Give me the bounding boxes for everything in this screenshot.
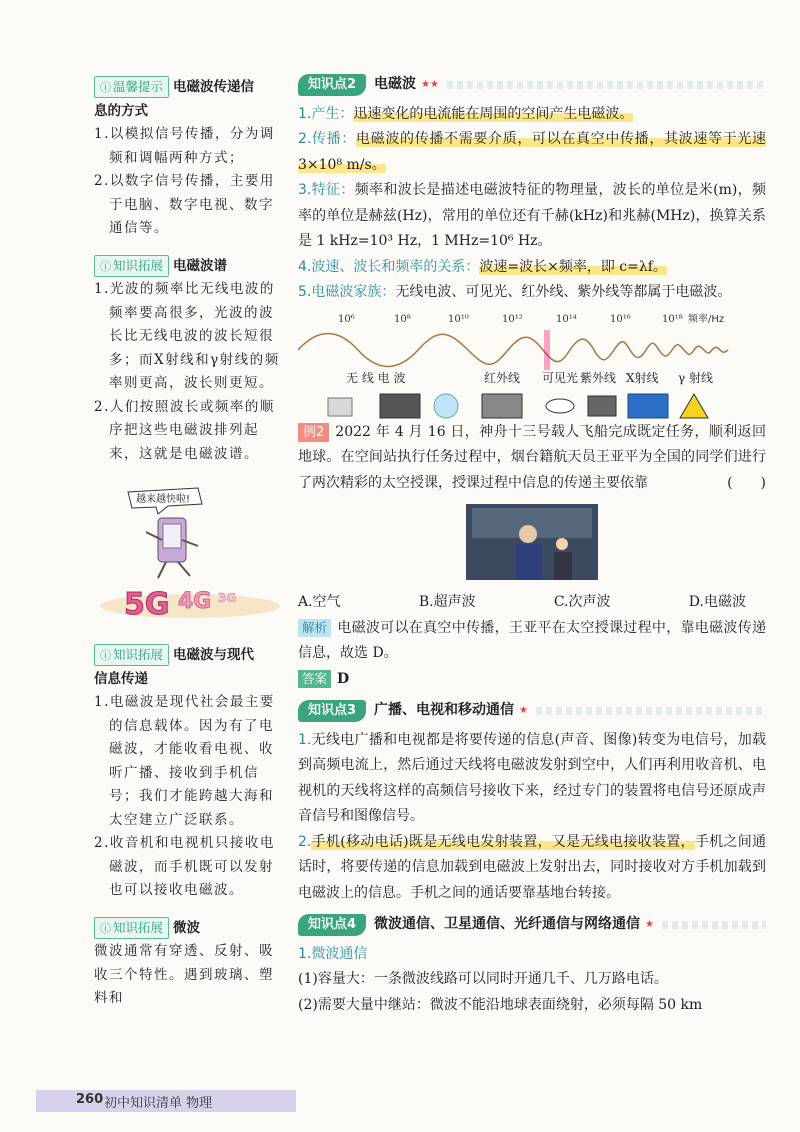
point-num: 1. — [298, 731, 312, 748]
tip-list — [94, 123, 286, 241]
sidebar — [94, 76, 286, 1025]
eye-icon — [546, 399, 574, 413]
uv-detector-icon — [588, 396, 616, 416]
tick-label: 10¹⁶ — [610, 313, 631, 325]
point-text: 迅速变化的电流能在周围的空间产生电磁波。 — [353, 105, 634, 122]
tick-label: 10¹⁰ — [448, 313, 469, 325]
option-b: B.超声波 — [418, 594, 476, 610]
answer-value: D — [337, 670, 350, 687]
axis-unit: 频率/Hz — [688, 313, 725, 325]
point-highlight: 手机(移动电话)既是无线电发射装置，又是无线电接收装置， — [311, 833, 695, 850]
ext-comm-box — [94, 644, 286, 903]
tick-label: 10⁶ — [338, 313, 355, 325]
analysis-tag: 解析 — [298, 619, 331, 637]
importance-stars-icon: ★ — [519, 705, 529, 716]
bubble-text: 越来越快啦! — [136, 494, 191, 505]
point-num: 4.波速、波长和频率的关系： — [298, 258, 480, 275]
answer-paren: ( ) — [727, 474, 766, 491]
tick-label: 10⁸ — [394, 313, 411, 325]
tip-title-b: 息的方式 — [94, 102, 148, 119]
ext-tag-label: 知识拓展 — [113, 257, 164, 273]
band-label: X射线 — [626, 370, 659, 385]
point-text: 频率和波长是描述电磁波特征的物理量，波长的单位是米(m)，频率的单位是赫兹(Hz)，常用的单位还有千赫(kHz)和兆赫(MHz)，换算关系是 1 kHz=10³ Hz，1 MHz=10⁶ Hz。 — [298, 182, 767, 249]
kp3-title: 广播、电视和移动通信 — [374, 702, 515, 718]
em-spectrum-diagram — [298, 310, 766, 420]
device-icons — [328, 394, 708, 418]
kp3-point-1 — [298, 728, 766, 830]
kp2-tag: 知识点2 — [298, 74, 366, 96]
answer — [298, 667, 766, 693]
band-label: 可见光 — [542, 370, 579, 385]
kp2-point-4 — [298, 255, 766, 281]
kp3-tag: 知识点3 — [298, 700, 366, 722]
kp4-line-1: (1)容量大：一条微波线路可以同时开通几千、几万路电话。 — [298, 971, 668, 987]
kp2-point-2 — [298, 127, 766, 178]
ext-text: 微波通常有穿透、反射、吸收三个特性。遇到玻璃、塑料和 — [94, 943, 274, 1006]
ext-title: 微波 — [173, 919, 201, 936]
list-item: 1.电磁波是现代社会最主要的信息载体。因为有了电磁波，才能收看电视、收听广播、接收到手机信号；我们才能跨越大海和太空建立广泛联系。 — [94, 694, 275, 828]
wave-line — [298, 333, 728, 366]
info-icon: ⓘ — [100, 921, 111, 935]
3g-logo: 3G — [218, 591, 237, 605]
answer-tag: 答案 — [298, 670, 331, 688]
band-label: 红外线 — [484, 370, 521, 385]
list-item: 2.收音机和电视机只接收电磁波，而手机既可以发射也可以接收电磁波。 — [94, 835, 275, 898]
list-item: 2.人们按照波长或频率的顺序把这些电磁波排列起来，这就是电磁波谱。 — [94, 398, 275, 462]
kp3-point-2 — [298, 830, 766, 907]
importance-stars-icon: ★ — [645, 919, 655, 930]
ext-title-b: 信息传递 — [94, 670, 148, 687]
tip-tag-label: 温馨提示 — [113, 79, 164, 94]
ext-spectrum-box — [94, 255, 286, 467]
kp2-header — [298, 72, 766, 98]
ext-title-a: 电磁波与现代 — [173, 647, 255, 663]
kp2-point-5 — [298, 280, 766, 306]
ext-tag — [94, 255, 169, 277]
radio-icon — [328, 398, 352, 416]
kp4-subhead: 1.微波通信 — [298, 945, 368, 962]
ext-tag-label: 知识拓展 — [113, 919, 164, 935]
kp3-header — [298, 698, 766, 724]
divider — [662, 921, 766, 929]
point-num: 5.电磁波家族： — [298, 284, 396, 300]
xray-image-icon — [628, 394, 668, 418]
list-item: 1.以模拟信号传播，分为调频和调幅两种方式； — [94, 126, 275, 166]
band-label: 无 线 电 波 — [346, 370, 406, 385]
importance-stars-icon: ★★ — [421, 79, 439, 90]
visible-light-band — [544, 330, 550, 370]
option-c: C.次声波 — [553, 594, 611, 610]
book-title: 初中知识清单 物理 — [104, 1096, 213, 1111]
info-icon: ⓘ — [100, 259, 111, 273]
radiation-hazard-icon — [680, 394, 708, 418]
option-a: A.空气 — [298, 594, 341, 610]
point-text: 无线电广播和电视都是将要传递的信息(声音、图像)转变为电信号，加载到高频电流上，然后通过天线将电磁波发射到空中，人们再利用收音机、电视机的天线将这样的高频信号接收下来，经过专门的装置将电信号还原成声音信号和图像信号。 — [298, 731, 766, 824]
tip-box — [94, 76, 286, 241]
divider — [447, 81, 766, 89]
point-text: 手机之间通话时，将要传递的信息加载到电磁波上发射出去，同时接收对方手机加载到电磁波上的信息。手机之间的通话要靠基地台转接。 — [298, 833, 766, 901]
em-spectrum-svg — [298, 310, 766, 420]
analysis-text: 电磁波可以在真空中传播，王亚平在太空授课过程中，靠电磁波传递信息，故选 D。 — [298, 619, 766, 661]
kp4-header — [298, 912, 766, 938]
info-icon: ⓘ — [100, 81, 111, 94]
ext-tag — [94, 644, 169, 666]
point-num: 2.传播： — [298, 131, 357, 147]
point-text: 无线电波、可见光、红外线、紫外线等都属于电磁波。 — [395, 284, 732, 300]
info-icon: ⓘ — [100, 649, 111, 662]
example-tag: 例2 — [298, 423, 329, 442]
main-column — [298, 66, 766, 1018]
page-footer — [36, 1090, 296, 1112]
point-text: 电磁波的传播不需要介质，可以在真空中传播，其波速等于光速 3×10⁸ m/s。 — [298, 131, 767, 173]
list-item: 1.光波的频率比无线电波的频率要高很多，光波的波长比无线电波的波长短很多；而X射线和γ射线的频率则更高，波长则更短。 — [94, 281, 280, 391]
band-label: 紫外线 — [580, 370, 617, 385]
kp2-title: 电磁波 — [374, 76, 417, 92]
tick-label: 10¹⁸ — [662, 313, 683, 325]
kp2-point-3 — [298, 178, 766, 255]
tick-label: 10¹² — [502, 313, 523, 325]
example-2 — [298, 420, 766, 497]
phone-cartoon — [94, 480, 286, 630]
kp4-tag: 知识点4 — [298, 914, 366, 936]
point-num: 1.产生： — [298, 105, 354, 122]
analysis — [298, 616, 766, 667]
example-text: 2022 年 4 月 16 日，神舟十三号载人飞船完成既定任务，顺利返回地球。在空间站执行任务过程中，烟台籍航天员王亚平为全国的同学们进行了两次精彩的太空授课，授课过程中信息的传递主要依靠 — [298, 423, 766, 491]
astronaut-photo-wrap — [298, 504, 766, 586]
ext-title: 电磁波谱 — [173, 257, 228, 274]
kp4-title: 微波通信、卫星通信、光纤通信与网络通信 — [374, 916, 641, 932]
tick-label: 10¹⁴ — [556, 313, 577, 325]
satellite-dish-icon — [434, 394, 458, 418]
kp4-line-2: (2)需要大量中继站：微波不能沿地球表面绕射，必须每隔 50 km — [298, 996, 703, 1013]
option-d: D.电磁波 — [688, 594, 746, 610]
tip-title-a: 电磁波传递信 — [173, 79, 255, 95]
toaster-oven-icon — [482, 394, 522, 418]
page-number: 260 — [76, 1092, 104, 1107]
ext-microwave-box — [94, 917, 286, 1011]
band-label: γ 射线 — [678, 370, 713, 385]
ext-tag — [94, 917, 169, 939]
4g-logo: 4G — [178, 589, 212, 614]
tip-tag — [94, 76, 169, 98]
5g-logo: 5G — [124, 587, 170, 622]
divider — [536, 707, 766, 715]
kp2-point-1 — [298, 102, 766, 128]
point-text: 波速=波长×频率，即 c=λf。 — [479, 258, 667, 275]
ext-tag-label: 知识拓展 — [113, 647, 164, 662]
point-num: 2. — [298, 833, 312, 850]
ext-list — [94, 278, 286, 466]
microwave-oven-icon — [380, 394, 420, 418]
options-row — [298, 590, 766, 616]
point-num: 3.特征： — [298, 182, 355, 198]
ext-list — [94, 691, 286, 903]
astronaut-photo — [466, 504, 598, 580]
phone-cartoon-illustration — [94, 480, 286, 630]
list-item: 2.以数字信号传播，主要用于电脑、数字电视、数字通信等。 — [94, 173, 275, 236]
